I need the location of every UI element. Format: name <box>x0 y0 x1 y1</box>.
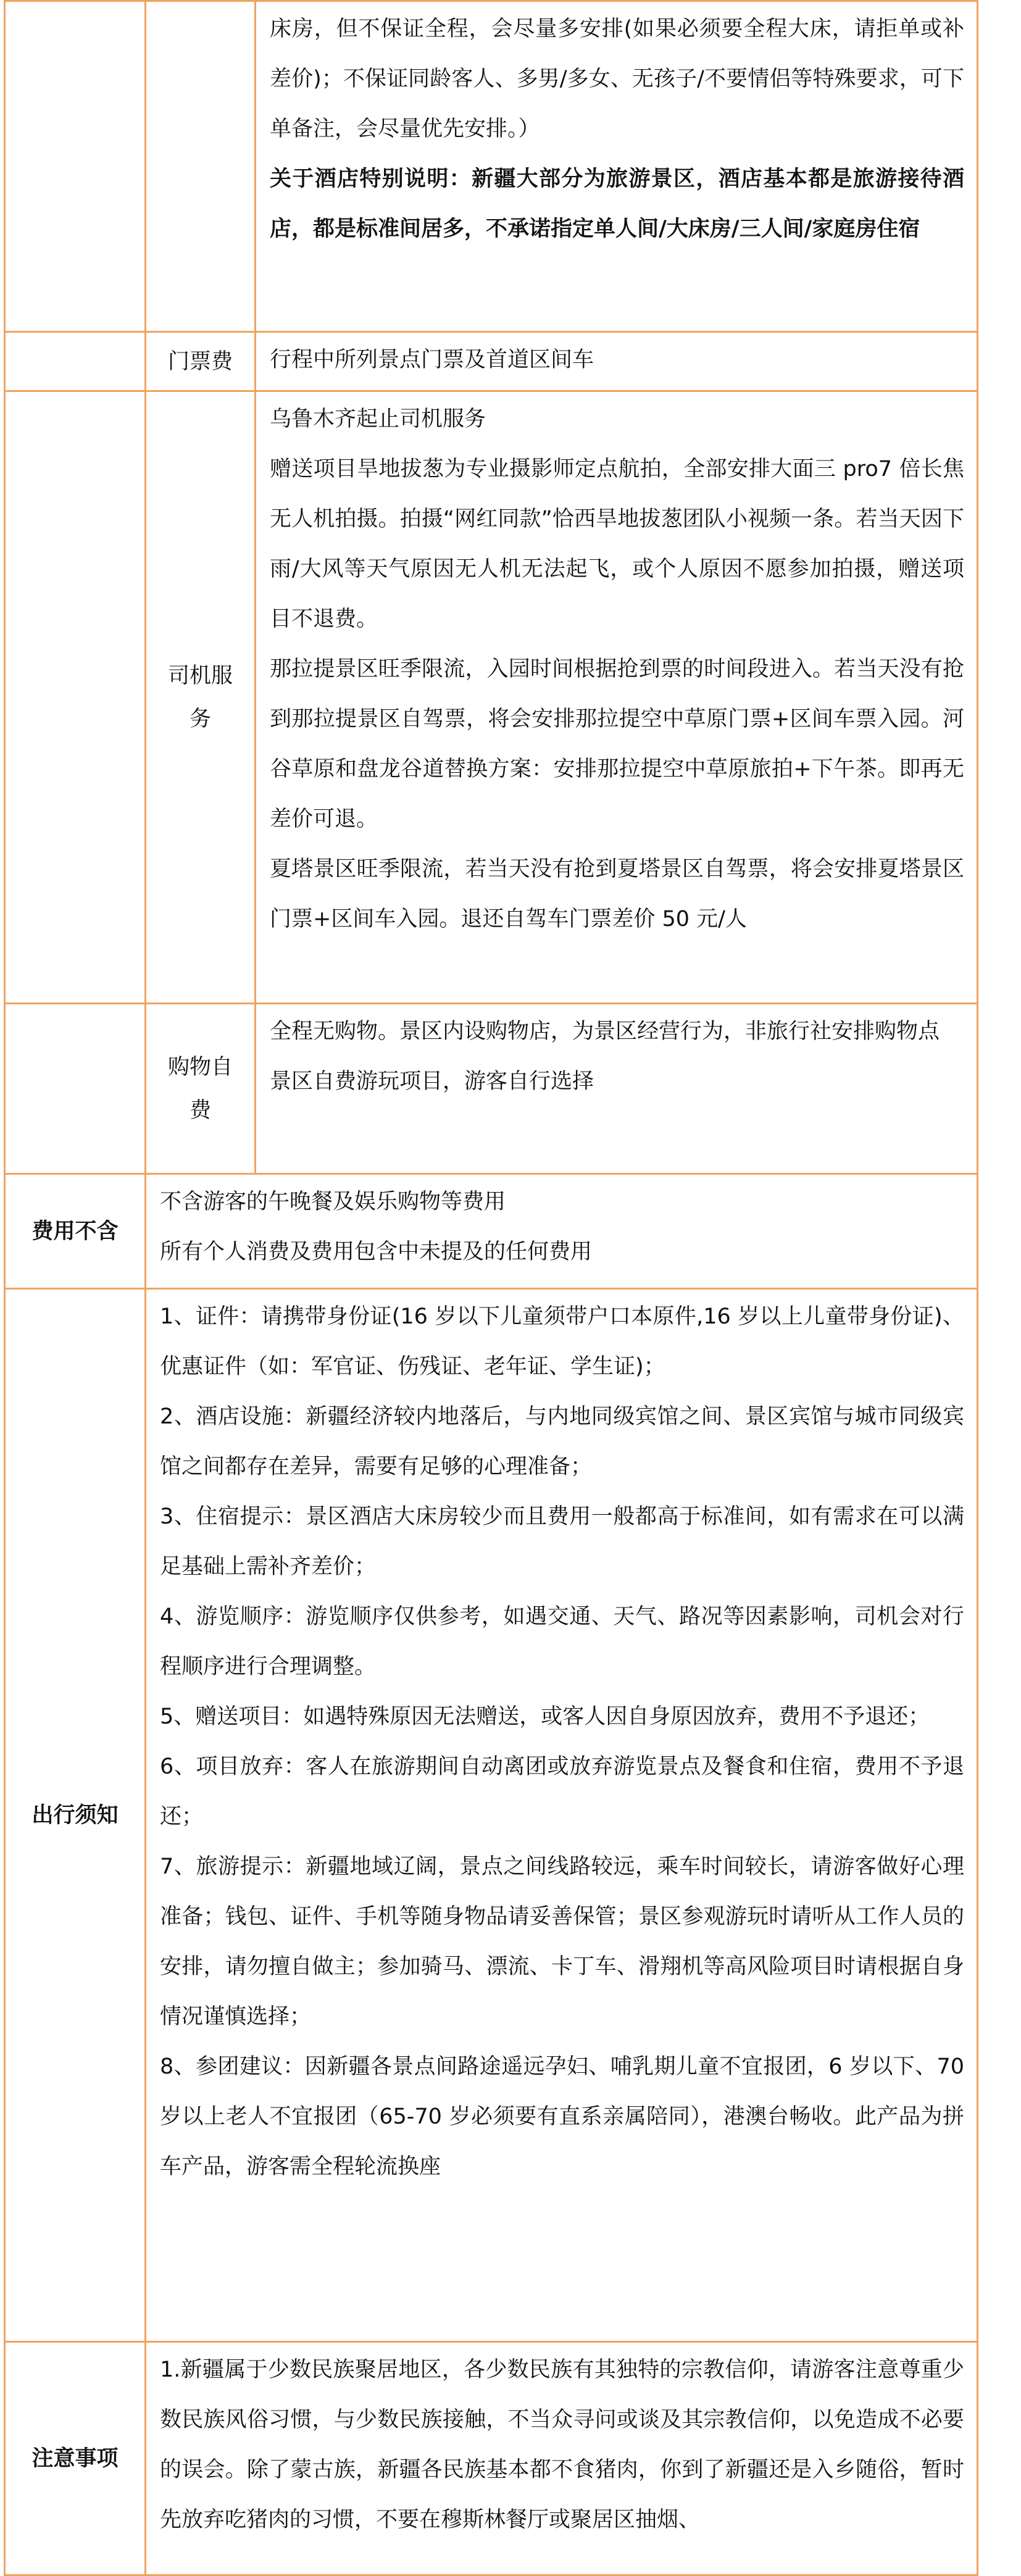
empty-subcategory-cell <box>146 1 256 332</box>
empty-category-cell <box>5 391 146 1004</box>
notice-line-5: 5、赠送项目：如遇特殊原因无法赠送，或客人因自身原因放弃，费用不予退还； <box>160 1704 930 1729</box>
attention-content-cell <box>146 2342 978 2575</box>
shopping-content-cell <box>256 1004 978 1174</box>
attention-label: 注意事项 <box>5 2342 146 2575</box>
hotel-content-cell <box>256 1 978 332</box>
excluded-line-1: 不含游客的午晚餐及娱乐购物等费用 <box>160 1190 506 1214</box>
table-row-driver <box>5 391 978 1004</box>
hotel-bold-note: 关于酒店特别说明：新疆大部分为旅游景区，酒店基本都是旅游接待酒店，都是标准间居多，不承诺指定单人间/大床房/三人间/家庭房住宿 <box>270 167 964 241</box>
excluded-content-cell <box>146 1174 978 1289</box>
driver-line-2: 赠送项目旱地拔葱为专业摄影师定点航拍，全部安排大面三 pro7 倍长焦无人机拍摄。拍摄“网红同款”恰西旱地拔葱团队小视频一条。若当天因下雨/大风等天气原因无人机无法起飞，或个人原因不愿参加拍摄，赠送项目不退费。 <box>270 457 964 631</box>
notice-line-2: 2、酒店设施：新疆经济较内地落后，与内地同级宾馆之间、景区宾馆与城市同级宾馆之间都存在差异，需要有足够的心理准备； <box>160 1404 964 1479</box>
driver-line-1: 乌鲁木齐起止司机服务 <box>270 407 486 431</box>
table-row-notice <box>5 1289 978 2342</box>
empty-category-cell <box>5 1 146 332</box>
shopping-line-2: 景区自费游玩项目，游客自行选择 <box>270 1069 594 1094</box>
notice-line-4: 4、游览顺序：游览顺序仅供参考，如遇交通、天气、路况等因素影响，司机会对行程顺序进行合理调整。 <box>160 1604 964 1679</box>
empty-category-cell <box>5 1004 146 1174</box>
notice-line-6: 6、项目放弃：客人在旅游期间自动离团或放弃游览景点及餐食和住宿，费用不予退还； <box>160 1754 964 1829</box>
notice-content-cell <box>146 1289 978 2342</box>
notice-line-3: 3、住宿提示：景区酒店大床房较少而且费用一般都高于标准间，如有需求在可以满足基础上需补齐差价； <box>160 1504 964 1579</box>
notice-line-8: 8、参团建议：因新疆各景点间路途遥远孕妇、哺乳期儿童不宜报团，6 岁以下、70 岁以上老人不宜报团（65-70 岁必须要有直系亲属陪同），港澳台畅收。此产品为拼车产品，游客需全程轮流换座 <box>160 2054 964 2179</box>
driver-line-3: 那拉提景区旺季限流，入园时间根据抢到票的时间段进入。若当天没有抢到那拉提景区自驾票，将会安排那拉提空中草原门票+区间车票入园。河谷草原和盘龙谷道替换方案：安排那拉提空中草原旅拍+下午茶。即再无差价可退。 <box>270 657 964 832</box>
tickets-label: 门票费 <box>146 332 256 391</box>
itinerary-fee-table <box>4 0 978 2576</box>
shopping-line-1: 全程无购物。景区内设购物店，为景区经营行为，非旅行社安排购物点 <box>270 1019 940 1044</box>
empty-category-cell <box>5 332 146 391</box>
shopping-label: 购物自费 <box>146 1004 256 1174</box>
tickets-text: 行程中所列景点门票及首道区间车 <box>270 348 594 372</box>
notice-line-1: 1、证件：请携带身份证(16 岁以下儿童须带户口本原件,16 岁以上儿童带身份证)、优惠证件（如：军官证、伤残证、老年证、学生证)； <box>160 1304 964 1379</box>
table-row-tickets <box>5 332 978 391</box>
driver-line-4: 夏塔景区旺季限流，若当天没有抢到夏塔景区自驾票，将会安排夏塔景区门票+区间车入园。退还自驾车门票差价 50 元/人 <box>270 857 964 932</box>
attention-line-1: 1.新疆属于少数民族聚居地区，各少数民族有其独特的宗教信仰，请游客注意尊重少数民族风俗习惯，与少数民族接触，不当众寻问或谈及其宗教信仰，以免造成不必要的误会。除了蒙古族，新疆各民族基本都不食猪肉，你到了新疆还是入乡随俗，暂时先放弃吃猪肉的习惯，不要在穆斯林餐厅或聚居区抽烟、 <box>160 2357 964 2532</box>
notice-line-7: 7、旅游提示：新疆地域辽阔，景点之间线路较远，乘车时间较长，请游客做好心理准备；钱包、证件、手机等随身物品请妥善保管；景区参观游玩时请听从工作人员的安排，请勿擅自做主；参加骑马、漂流、卡丁车、滑翔机等高风险项目时请根据自身情况谨慎选择； <box>160 1854 964 2029</box>
driver-label: 司机服务 <box>146 391 256 1004</box>
table-row-attention <box>5 2342 978 2575</box>
hotel-text: 床房，但不保证全程，会尽量多安排(如果必须要全程大床，请拒单或补差价)；不保证同龄客人、多男/多女、无孩子/不要情侣等特殊要求，可下单备注，会尽量优先安排。） <box>270 17 964 141</box>
table-row-shopping <box>5 1004 978 1174</box>
tickets-content-cell <box>256 332 978 391</box>
notice-label: 出行须知 <box>5 1289 146 2342</box>
table-row-excluded <box>5 1174 978 1289</box>
driver-content-cell <box>256 391 978 1004</box>
excluded-label: 费用不含 <box>5 1174 146 1289</box>
table-row-hotel <box>5 1 978 332</box>
excluded-line-2: 所有个人消费及费用包含中未提及的任何费用 <box>160 1240 593 1264</box>
